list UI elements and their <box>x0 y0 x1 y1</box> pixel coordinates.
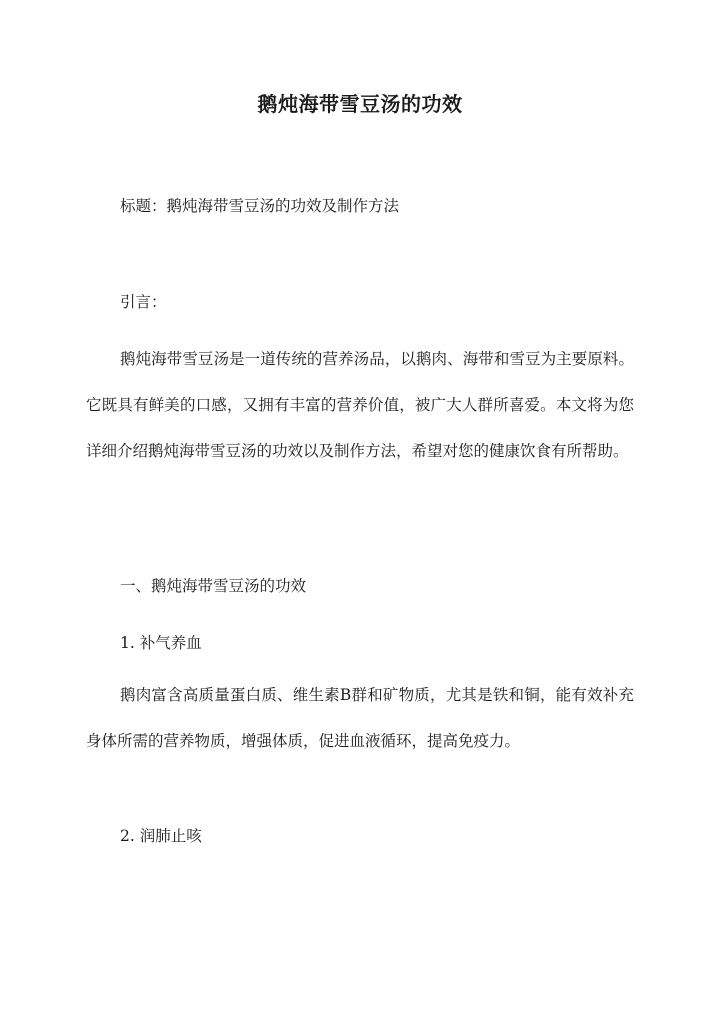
item-heading-1: 1. 补气养血 <box>120 634 202 652</box>
section-heading-1: 一、鹅炖海带雪豆汤的功效 <box>120 577 307 595</box>
document-title: 鹅炖海带雪豆汤的功效 <box>257 92 463 116</box>
subtitle-line: 标题：鹅炖海带雪豆汤的功效及制作方法 <box>120 197 400 215</box>
item-heading-2: 2. 润肺止咳 <box>120 827 202 845</box>
intro-heading: 引言： <box>120 293 167 311</box>
intro-paragraph: 鹅炖海带雪豆汤是一道传统的营养汤品，以鹅肉、海带和雪豆为主要原料。它既具有鲜美的口感，又拥有丰富的营养价值，被广大人群所喜爱。本文将为您详细介绍鹅炖海带雪豆汤的功效以及制作方法，希望对您的健康饮食有所帮助。 <box>86 350 634 460</box>
item-paragraph-1: 鹅肉富含高质量蛋白质、维生素B群和矿物质，尤其是铁和铜，能有效补充身体所需的营养物质，增强体质，促进血液循环，提高免疫力。 <box>86 686 634 750</box>
